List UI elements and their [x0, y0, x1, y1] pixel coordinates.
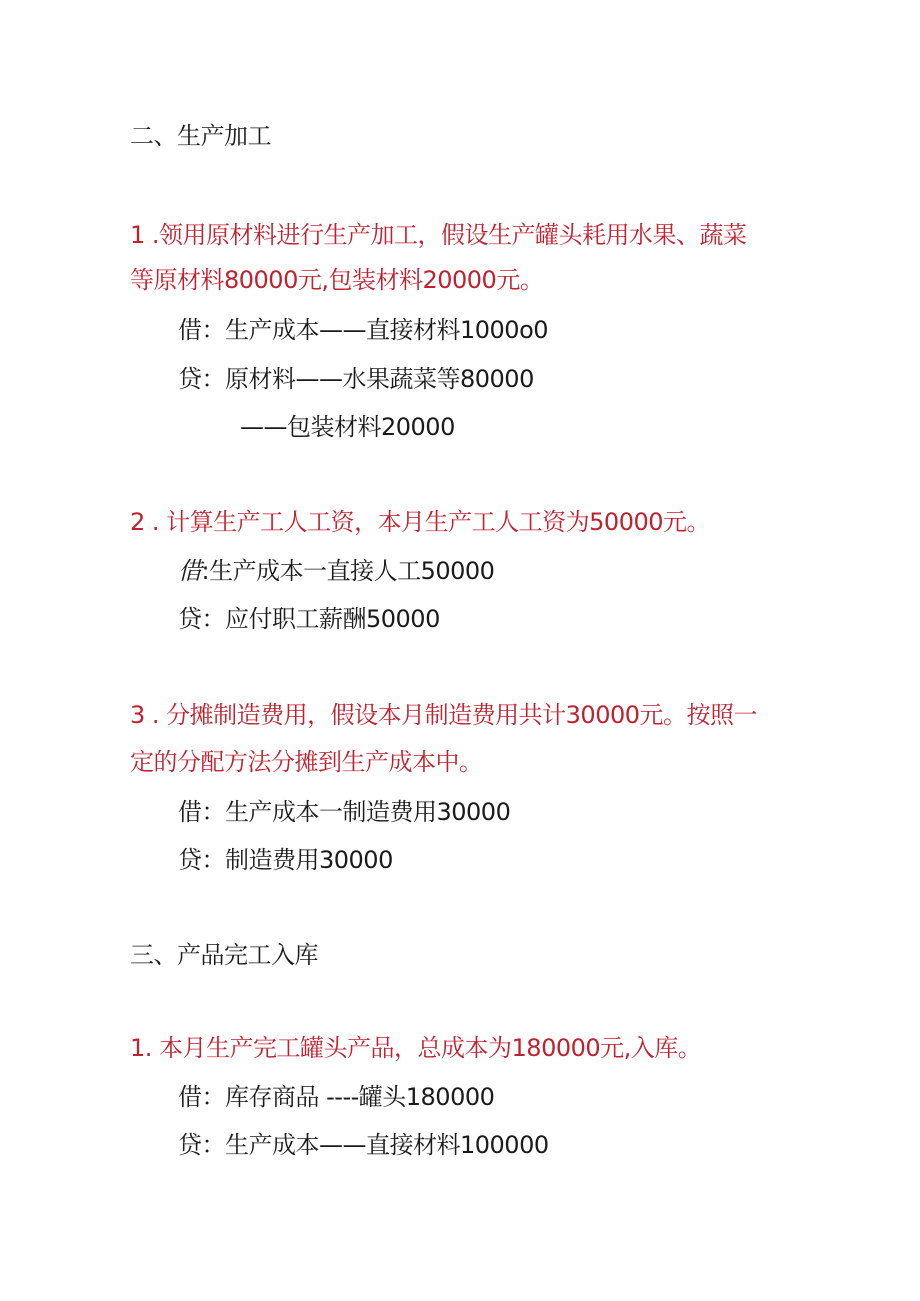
item-1-entry-credit: 贷：原材料——水果蔬菜等80000 [178, 365, 534, 393]
warehousing-item-1-entry-credit: 贷：生产成本——直接材料100000 [178, 1131, 549, 1159]
item-3-text-line1: 3 . 分摊制造费用，假设本月制造费用共计30000元。按照一 [130, 701, 758, 729]
section-heading-production: 二、生产加工 [130, 122, 271, 150]
item-2-debit-prefix: 借 [178, 557, 202, 585]
item-1-entry-credit-sub: ——包装材料20000 [240, 413, 455, 441]
item-1-text-line1: 1 .领用原材料进行生产加工，假设生产罐头耗用水果、蔬菜 [130, 221, 747, 249]
warehousing-item-1-entry-debit: 借：库存商品 ----罐头180000 [178, 1083, 495, 1111]
item-2-entry-debit [178, 559, 494, 583]
item-3-entry-credit: 贷：制造费用30000 [178, 846, 393, 874]
section-heading-warehousing: 三、产品完工入库 [130, 941, 318, 969]
warehousing-item-1-text: 1. 本月生产完工罐头产品，总成本为180000元,入库。 [130, 1034, 702, 1062]
item-3-entry-debit: 借：生产成本一制造费用30000 [178, 798, 511, 826]
item-2-text-line1: 2 . 计算生产工人工资，本月生产工人工资为50000元。 [130, 508, 711, 536]
item-2-debit-text: :生产成本一直接人工50000 [201, 557, 495, 585]
item-1-entry-debit: 借：生产成本——直接材料1000o0 [178, 316, 549, 344]
item-3-text-line2: 定的分配方法分摊到生产成本中。 [130, 748, 483, 776]
item-1-text-line2: 等原材料80000元,包装材料20000元。 [130, 266, 544, 294]
item-2-entry-credit: 贷：应付职工薪酬50000 [178, 605, 440, 633]
